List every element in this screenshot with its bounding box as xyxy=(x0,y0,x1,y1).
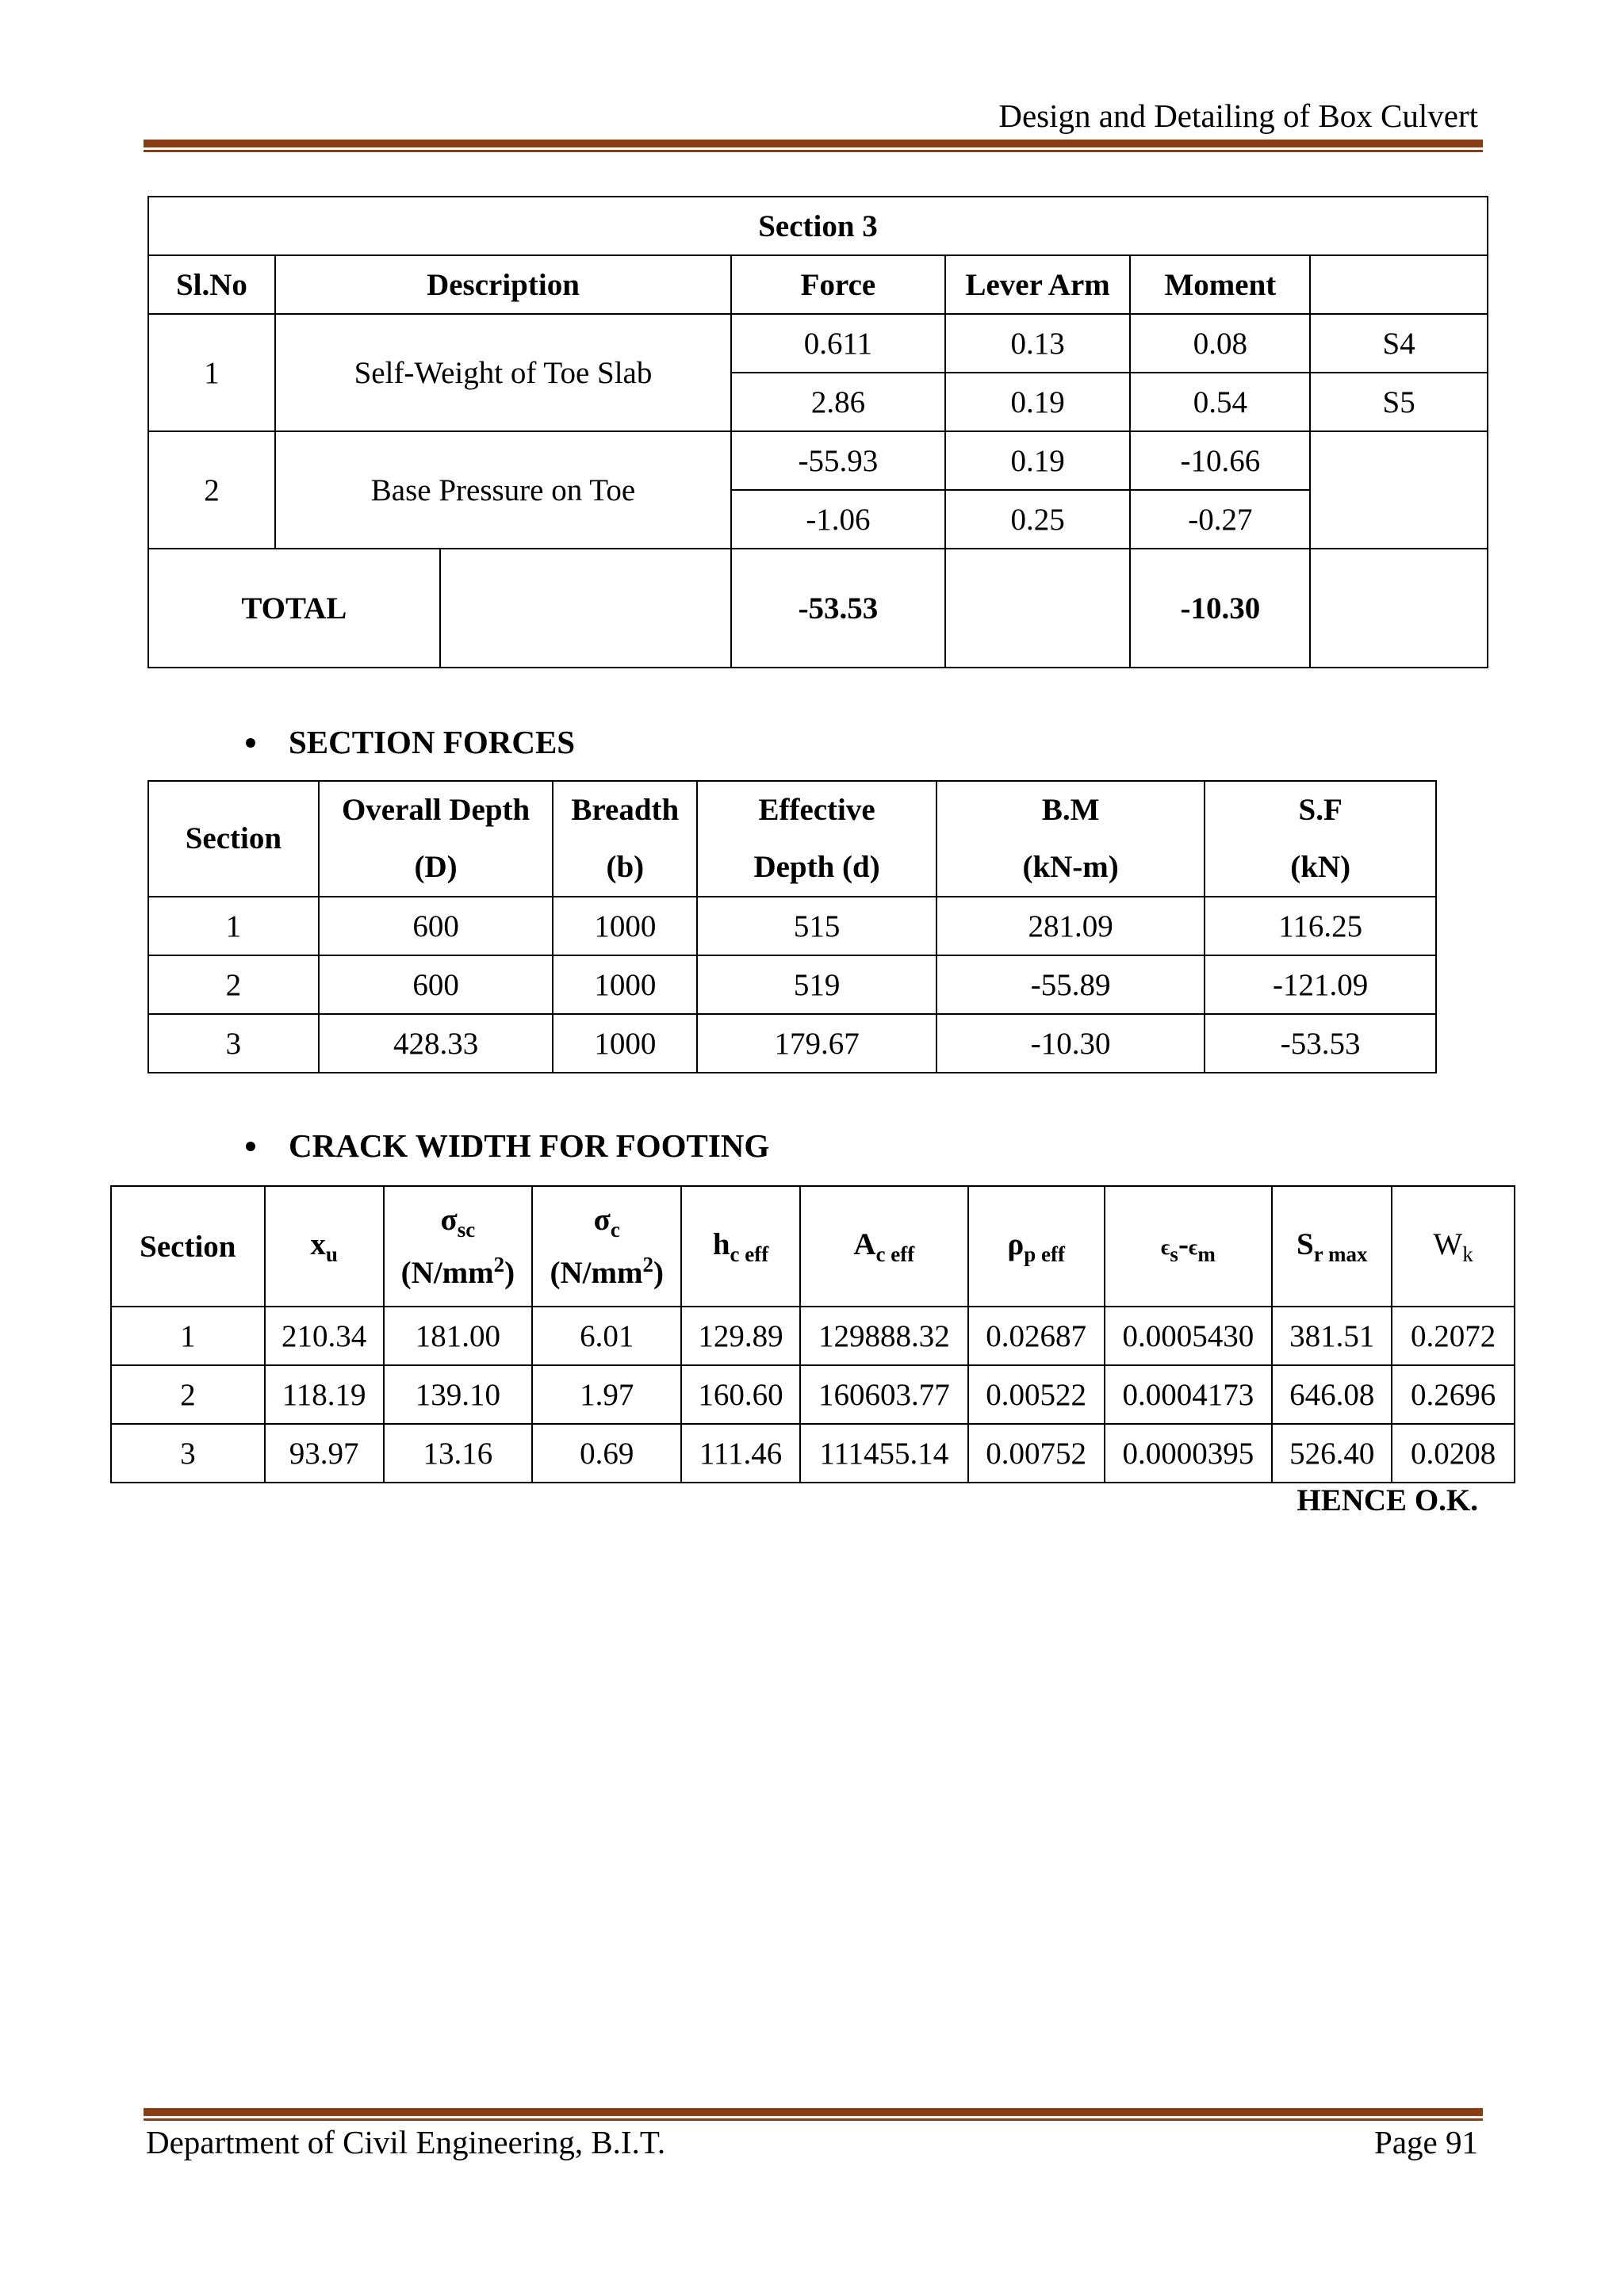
cell-moment: -0.27 xyxy=(1130,490,1310,549)
cell-effective-depth: 179.67 xyxy=(697,1014,936,1073)
cell-moment: 0.08 xyxy=(1130,314,1310,373)
cell-sf: -53.53 xyxy=(1205,1014,1436,1073)
cell-hc-eff: 129.89 xyxy=(681,1307,800,1365)
cell-sr-max: 646.08 xyxy=(1272,1365,1392,1424)
cell-section: 2 xyxy=(148,955,319,1014)
header-rule xyxy=(144,140,1483,152)
section-forces-heading-text: SECTION FORCES xyxy=(289,724,576,760)
cell-section: 2 xyxy=(111,1365,265,1424)
total-ref xyxy=(1310,549,1488,668)
col-header-ac-eff: $A_{c eff}$ xyxy=(800,1186,968,1307)
cell-breadth: 1000 xyxy=(553,955,697,1014)
cell-rho-eff: 0.02687 xyxy=(968,1307,1105,1365)
cell-sigma-c: 1.97 xyxy=(532,1365,681,1424)
cell-effective-depth: 515 xyxy=(697,897,936,955)
table-row xyxy=(111,1307,1515,1365)
total-moment: -10.30 xyxy=(1130,549,1310,668)
cell-force: 0.611 xyxy=(731,314,945,373)
cell-moment: -10.66 xyxy=(1130,431,1310,490)
col-header-strain: $\epsilon_s-\epsilon_m$ xyxy=(1105,1186,1273,1307)
conclusion-text: HENCE O.K. xyxy=(1297,1483,1478,1517)
cell-section: 1 xyxy=(148,897,319,955)
total-force: -53.53 xyxy=(731,549,945,668)
section-3-table xyxy=(147,196,1488,668)
col-header-xu: $x_u$ xyxy=(265,1186,384,1307)
page-header-title: Design and Detailing of Box Culvert xyxy=(998,98,1478,134)
footer-page-number: Page 91 xyxy=(1374,2124,1478,2160)
col-header-description: Description xyxy=(275,255,731,314)
cell-overall-depth: 428.33 xyxy=(319,1014,553,1073)
cell-section: 3 xyxy=(148,1014,319,1073)
cell-strain: 0.0004173 xyxy=(1105,1365,1273,1424)
bullet-icon xyxy=(246,738,255,748)
cell-description: Self-Weight of Toe Slab xyxy=(275,314,731,431)
cell-breadth: 1000 xyxy=(553,1014,697,1073)
cell-sr-max: 526.40 xyxy=(1272,1424,1392,1483)
col-header-sigma-sc: $\sigma_{sc}$ $(N/mm^2)$ xyxy=(384,1186,533,1307)
cell-force: -55.93 xyxy=(731,431,945,490)
cell-strain: 0.0005430 xyxy=(1105,1307,1273,1365)
cell-force: 2.86 xyxy=(731,373,945,431)
cell-bm: -10.30 xyxy=(936,1014,1205,1073)
col-header-wk: $W_k$ xyxy=(1392,1186,1515,1307)
cell-rho-eff: 0.00522 xyxy=(968,1365,1105,1424)
cell-hc-eff: 111.46 xyxy=(681,1424,800,1483)
table-row xyxy=(148,897,1436,955)
total-blank xyxy=(440,549,731,668)
footer-department: Department of Civil Engineering, B.I.T. xyxy=(146,2124,666,2160)
cell-lever-arm: 0.13 xyxy=(945,314,1131,373)
footer-rule xyxy=(144,2108,1483,2121)
cell-wk: 0.2072 xyxy=(1392,1307,1515,1365)
cell-section: 1 xyxy=(111,1307,265,1365)
total-label: TOTAL xyxy=(148,549,440,668)
cell-effective-depth: 519 xyxy=(697,955,936,1014)
col-header-overall-depth: Overall Depth (D) xyxy=(319,781,553,897)
cell-ref: S4 xyxy=(1310,314,1488,373)
cell-wk: 0.0208 xyxy=(1392,1424,1515,1483)
cell-sigma-sc: 139.10 xyxy=(384,1365,533,1424)
cell-hc-eff: 160.60 xyxy=(681,1365,800,1424)
cell-sigma-c: 0.69 xyxy=(532,1424,681,1483)
table-title: Section 3 xyxy=(148,197,1488,255)
cell-ac-eff: 129888.32 xyxy=(800,1307,968,1365)
crack-width-heading xyxy=(246,1127,769,1165)
cell-ref xyxy=(1310,431,1488,549)
cell-force: -1.06 xyxy=(731,490,945,549)
table-row xyxy=(148,955,1436,1014)
cell-xu: 210.34 xyxy=(265,1307,384,1365)
col-header-sigma-c: $\sigma_c$ $(N/mm^2)$ xyxy=(532,1186,681,1307)
table-row xyxy=(148,1014,1436,1073)
cell-lever-arm: 0.19 xyxy=(945,431,1131,490)
cell-breadth: 1000 xyxy=(553,897,697,955)
col-header-slno: Sl.No xyxy=(148,255,275,314)
bullet-icon xyxy=(246,1142,255,1151)
cell-sr-max: 381.51 xyxy=(1272,1307,1392,1365)
col-header-section: Section xyxy=(111,1186,265,1307)
cell-strain: 0.0000395 xyxy=(1105,1424,1273,1483)
cell-section: 3 xyxy=(111,1424,265,1483)
section-forces-table xyxy=(147,780,1437,1073)
col-header-bm: B.M (kN-m) xyxy=(936,781,1205,897)
cell-ac-eff: 111455.14 xyxy=(800,1424,968,1483)
cell-xu: 118.19 xyxy=(265,1365,384,1424)
col-header-moment: Moment xyxy=(1130,255,1310,314)
col-header-hc-eff: $h_{c eff}$ xyxy=(681,1186,800,1307)
table-row xyxy=(148,314,1488,373)
cell-sf: -121.09 xyxy=(1205,955,1436,1014)
cell-wk: 0.2696 xyxy=(1392,1365,1515,1424)
cell-bm: 281.09 xyxy=(936,897,1205,955)
col-header-force: Force xyxy=(731,255,945,314)
cell-sigma-sc: 181.00 xyxy=(384,1307,533,1365)
col-header-rho-eff: $\rho_{p eff}$ xyxy=(968,1186,1105,1307)
cell-bm: -55.89 xyxy=(936,955,1205,1014)
cell-slno: 2 xyxy=(148,431,275,549)
cell-rho-eff: 0.00752 xyxy=(968,1424,1105,1483)
col-header-breadth: Breadth (b) xyxy=(553,781,697,897)
table-row xyxy=(111,1424,1515,1483)
cell-overall-depth: 600 xyxy=(319,955,553,1014)
crack-width-table xyxy=(110,1185,1515,1483)
total-row xyxy=(148,549,1488,668)
header-row xyxy=(148,781,1436,897)
total-lever-arm xyxy=(945,549,1131,668)
crack-width-heading-text: CRACK WIDTH FOR FOOTING xyxy=(289,1127,770,1164)
cell-ref: S5 xyxy=(1310,373,1488,431)
col-header-blank xyxy=(1310,255,1488,314)
section-forces-heading xyxy=(246,723,575,761)
cell-overall-depth: 600 xyxy=(319,897,553,955)
cell-sigma-c: 6.01 xyxy=(532,1307,681,1365)
col-header-effective-depth: Effective Depth (d) xyxy=(697,781,936,897)
col-header-lever-arm: Lever Arm xyxy=(945,255,1131,314)
cell-moment: 0.54 xyxy=(1130,373,1310,431)
cell-ac-eff: 160603.77 xyxy=(800,1365,968,1424)
col-header-section: Section xyxy=(148,781,319,897)
table-row xyxy=(111,1365,1515,1424)
cell-slno: 1 xyxy=(148,314,275,431)
cell-lever-arm: 0.19 xyxy=(945,373,1131,431)
cell-sf: 116.25 xyxy=(1205,897,1436,955)
cell-description: Base Pressure on Toe xyxy=(275,431,731,549)
table-row xyxy=(148,431,1488,490)
col-header-sr-max: $S_{r max}$ xyxy=(1272,1186,1392,1307)
cell-lever-arm: 0.25 xyxy=(945,490,1131,549)
cell-sigma-sc: 13.16 xyxy=(384,1424,533,1483)
cell-xu: 93.97 xyxy=(265,1424,384,1483)
col-header-sf: S.F (kN) xyxy=(1205,781,1436,897)
header-row xyxy=(111,1186,1515,1307)
